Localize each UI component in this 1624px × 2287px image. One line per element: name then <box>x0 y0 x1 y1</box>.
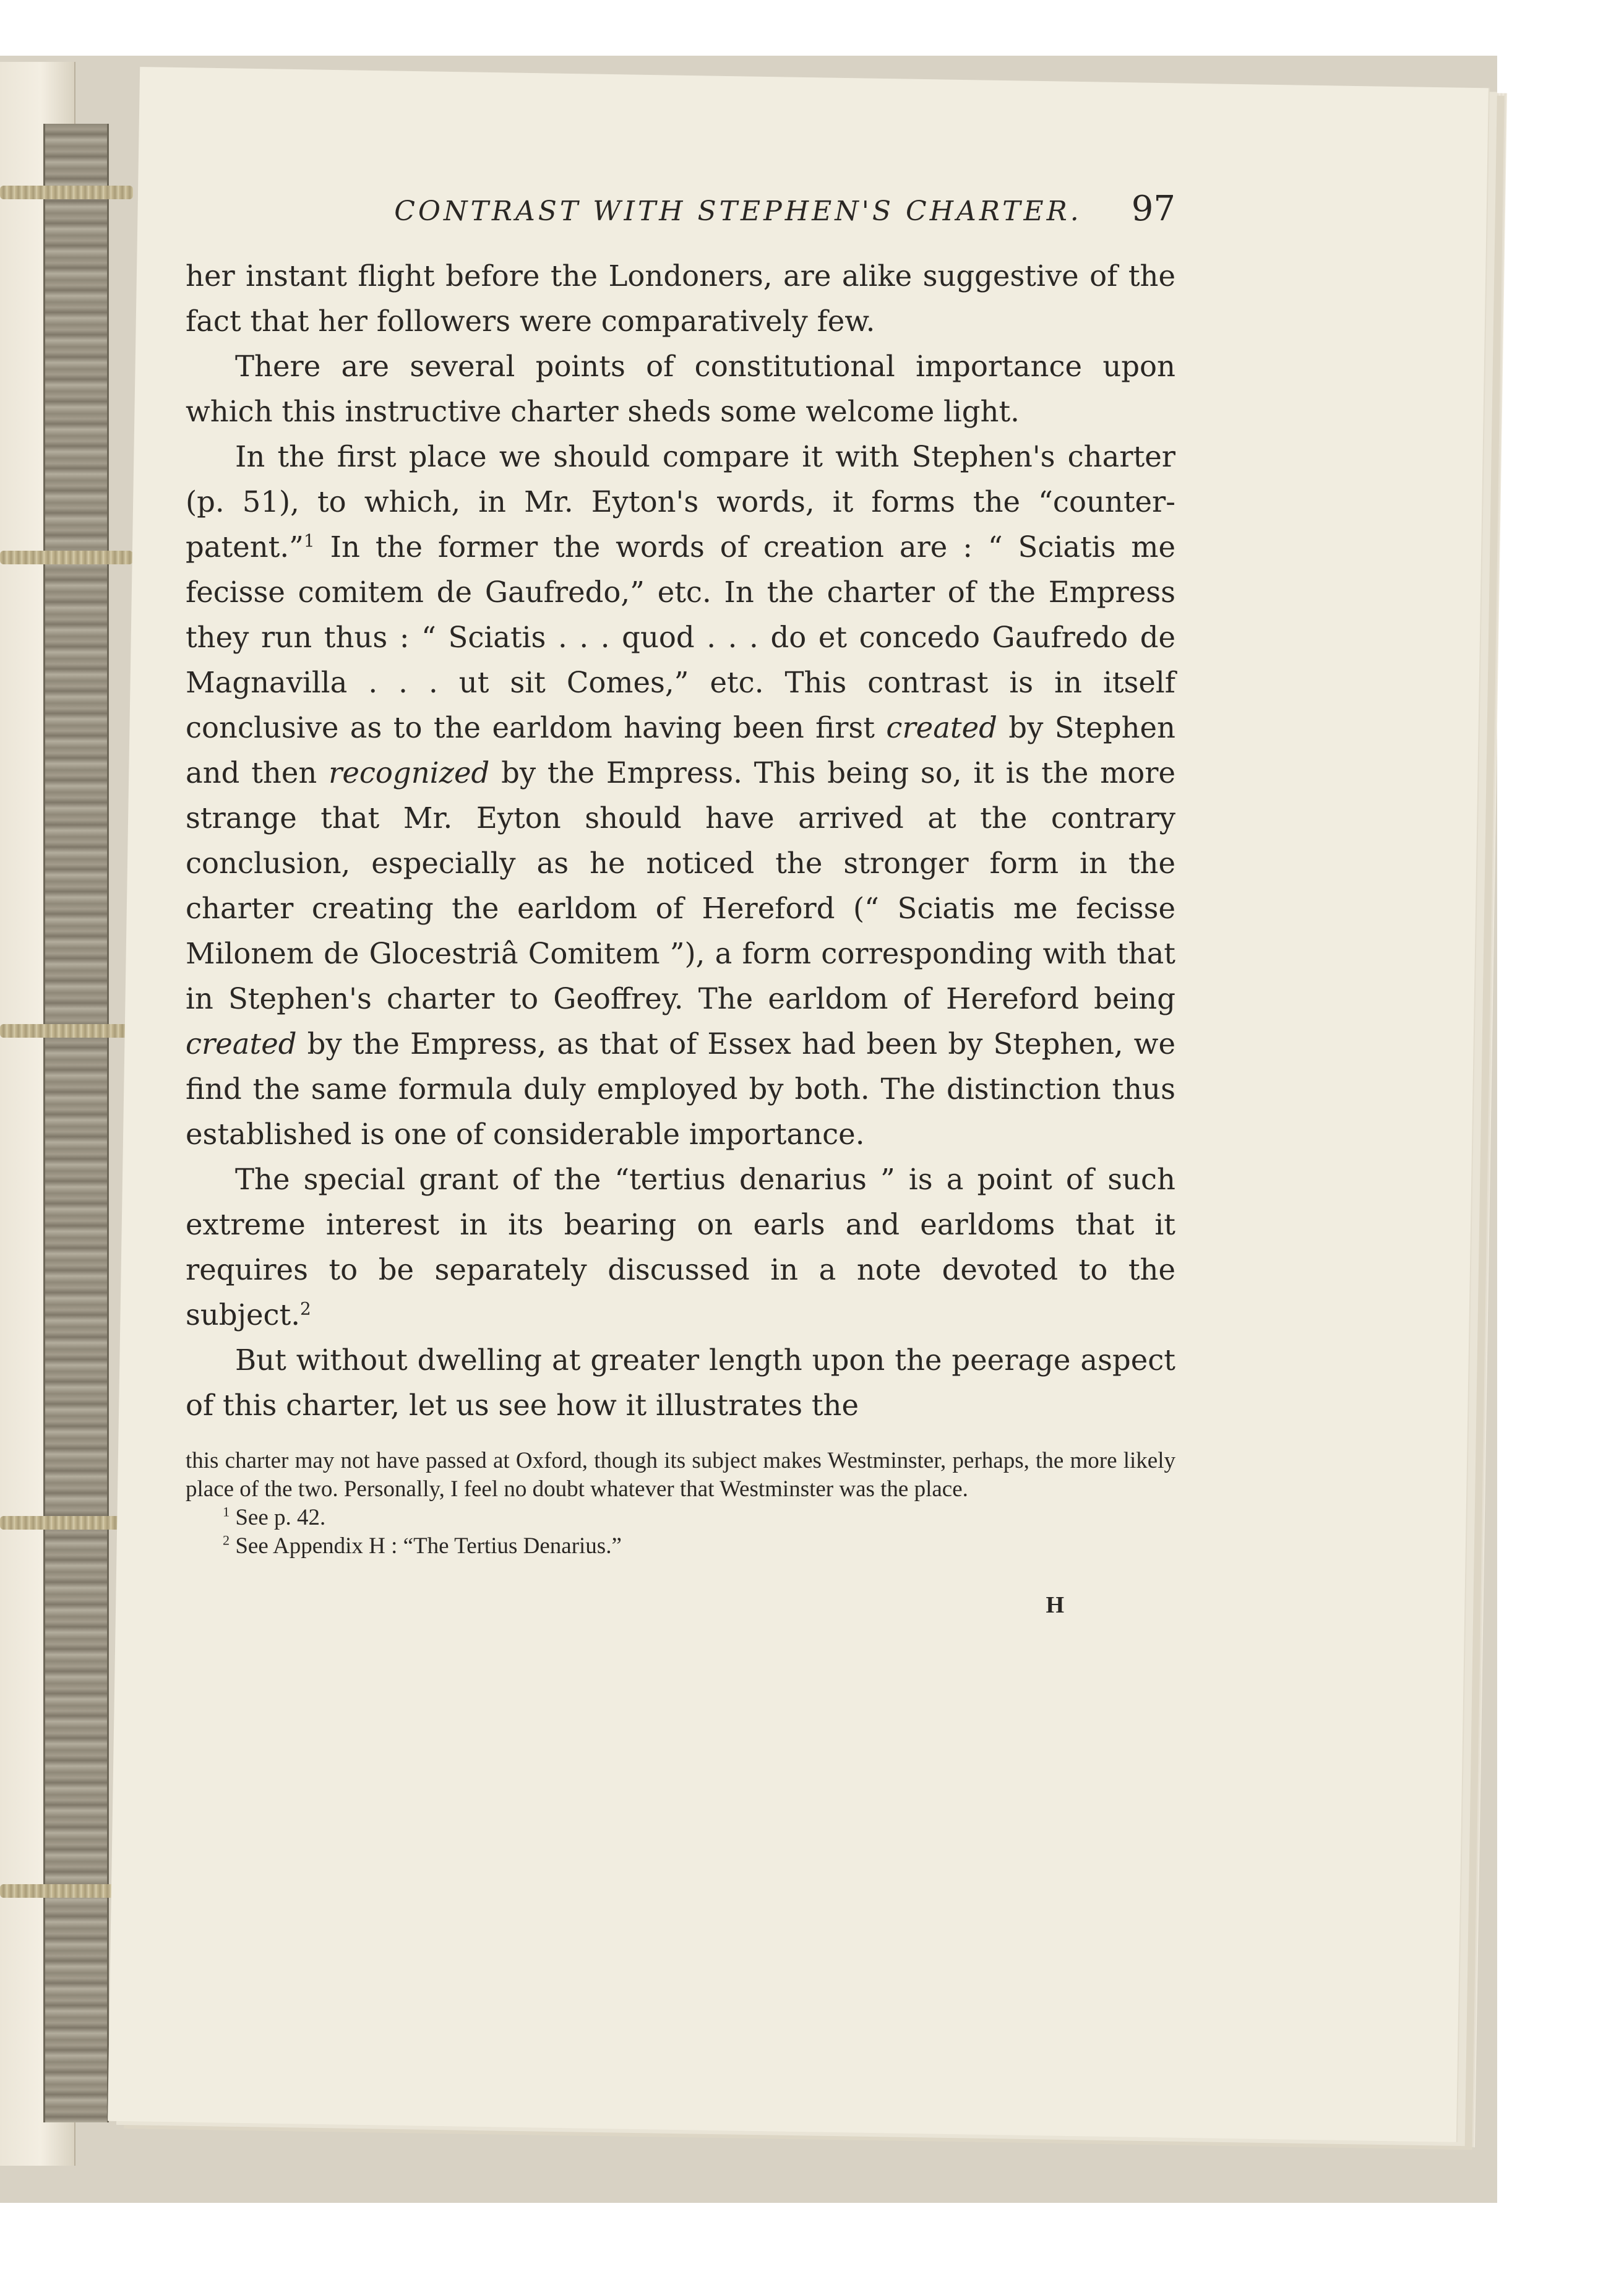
paragraph-3-text-3: by Stephen and then <box>186 711 1176 790</box>
running-head: CONTRAST WITH STEPHEN'S CHARTER. <box>394 196 1082 227</box>
italic-created-1: created <box>886 711 997 744</box>
binding-stitch <box>0 1024 133 1038</box>
footnote-ref-1: 1 <box>303 530 315 551</box>
paragraph-1: her instant flight before the Londoners, are alike suggestive of the fact that her followers were comparatively few. <box>186 259 1175 338</box>
paragraph-2: There are several points of constitutional importance upon which this instructive charter sheds some welcome light. <box>186 350 1175 428</box>
paragraph-4 <box>186 1157 1175 1338</box>
footnotes <box>186 1447 1175 1561</box>
paragraph-3-text-4: by the Empress. This being so, it is the more strange that Mr. Eyton should have arrived at the contrary conclusion, especially as he noticed the stronger form in the charter creating the earldom of Hereford (“ Sciatis me fecisse Milonem de Glocestriâ Comitem ”), a form corresponding with that in Stephen's charter to Geoffrey. The earldom of Hereford being <box>186 756 1175 1015</box>
footnote-2-mark: 2 <box>223 1532 230 1548</box>
paragraph-3 <box>186 434 1175 1157</box>
footnote-2 <box>186 1532 1175 1561</box>
book-spine <box>43 124 109 2122</box>
footnote-1-text: See p. 42. <box>230 1505 326 1530</box>
footnote-continued: this charter may not have passed at Oxford, though its subject makes Westminster, perhaps, the more likely place of the two. Personally, I feel no doubt whatever that Westminster was the place. <box>186 1448 1175 1502</box>
page-number: 97 <box>1131 189 1175 229</box>
footnote-2-text: See Appendix H : “The Tertius Denarius.” <box>230 1533 622 1559</box>
footnote-1-mark: 1 <box>223 1504 230 1520</box>
paragraph-3-text-1: In the first place we should compare it with Stephen's charter (p. 51), to which, in Mr. Eyton's words, it forms the “counter-patent.” <box>186 440 1175 564</box>
italic-recognized: recognized <box>329 756 490 790</box>
paragraph-3-text-2: In the former the words of creation are : “ Sciatis me fecisse comitem de Gaufredo,” etc. In the charter of the Empress they run thus : “ Sciatis . . . quod . . . do et concedo Gaufredo de Magnavilla . . . ut sit Comes,” etc. This contrast is in itself conclusive as to the earldom having been first <box>186 530 1175 744</box>
binding-stitch <box>0 551 133 564</box>
paragraph-4-text: The special grant of the “tertius denarius ” is a point of such extreme interest in its bearing on earls and earldoms that it requires to be separately discussed in a note devoted to the subject. <box>186 1163 1175 1332</box>
italic-created-2: created <box>186 1027 297 1061</box>
binding-stitch <box>0 186 133 199</box>
paragraph-5: But without dwelling at greater length upon the peerage aspect of this charter, let us see how it illustrates the <box>186 1343 1175 1422</box>
binding-stitch <box>0 1516 133 1530</box>
footnote-1 <box>186 1504 1175 1532</box>
signature-mark: H <box>1046 1592 1064 1618</box>
paragraph-3-text-5: by the Empress, as that of Essex had been by Stephen, we find the same formula duly employed by both. The distinction thus established is one of considerable importance. <box>186 1027 1175 1151</box>
body-text <box>186 254 1175 1428</box>
footnote-ref-2: 2 <box>300 1298 311 1319</box>
page-header <box>186 189 1175 229</box>
page-content <box>186 189 1175 1619</box>
